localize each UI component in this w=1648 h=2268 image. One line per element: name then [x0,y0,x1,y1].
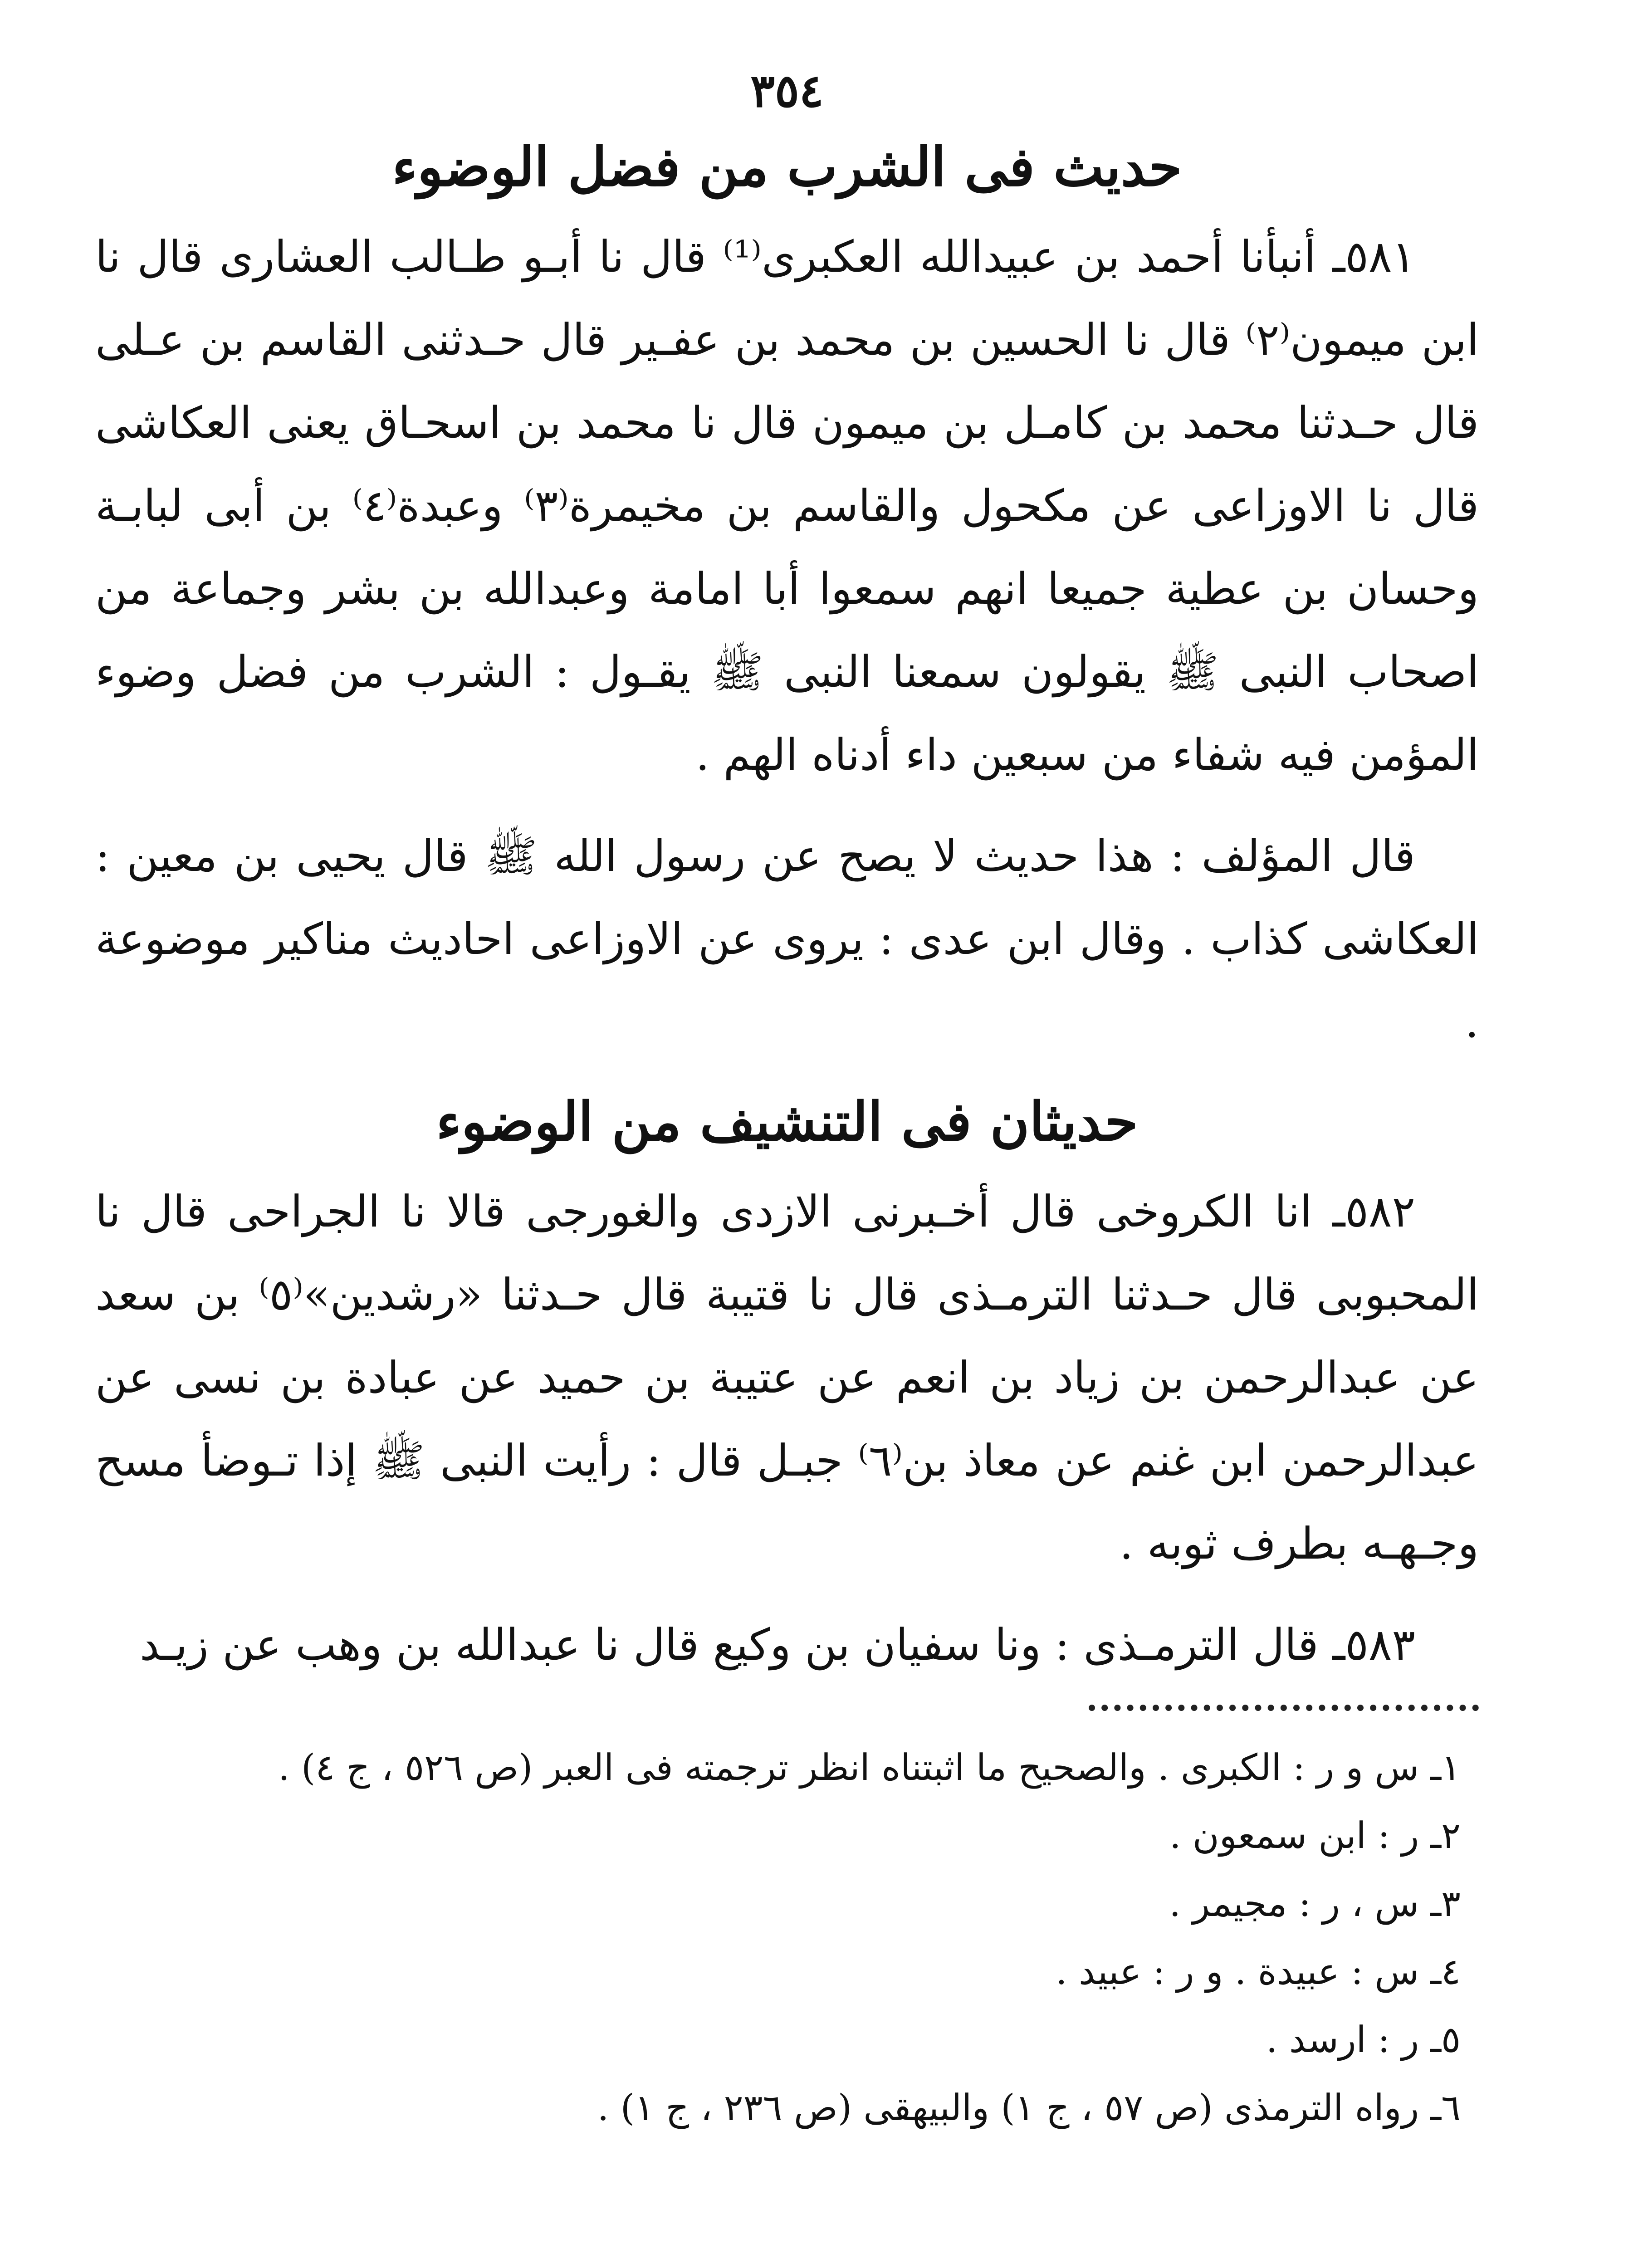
footnote-3: ٣ـ س ، ر : مجيمر . [1169,1882,1461,1925]
section-heading-1: حديث فى الشرب من فضل الوضوء [392,135,1182,198]
footnote-4: ٤ـ س : عبيدة . و ر : عبيد . [1056,1950,1461,1993]
hadith-583-paragraph: ٥٨٣ـ قال الترمـذى : ونا سفيان بن وكيع قال نا عبدالله بن وهب عن زيـد [140,1619,1415,1670]
hadith-582-paragraph: ٥٨٢ـ انا الكروخى قال أخـبرنى الازدى والغورجى قالا نا الجراحى قال نا المحبوبى قال حـدثنا الترمـذى قال نا قتيبة قال حـدثنا «رشدين»⁽٥⁾ بن سعد عن عبدالرحمن بن زياد بن انعم عن عتيبة بن حميد عن عبادة بن نسى عن عبدالرحمن ابن غنم عن معاذ بن⁽٦⁾ جبـل قال : رأيت النبى ﷺ إذا تـوضأ مسح وجـهـه بطرف ثوبه . [95,1186,1479,1569]
footnote-5: ٥ـ ر : ارسد . [1266,2019,1461,2061]
footnote-6: ٦ـ رواه الترمذى (ص ٥٧ ، ج ١) والبيهقى (ص ٢٣٦ ، ج ١) . [597,2087,1461,2129]
page-number: ٣٥٤ [750,64,824,117]
footnote-2: ٢ـ ر : ابن سمعون . [1169,1814,1461,1857]
author-comment-paragraph: قال المؤلف : هذا حديث لا يصح عن رسول الله ﷺ قال يحيى بن معين : العكاشى كذاب . وقال ابن عدى : يروى عن الاوزاعى احاديث مناكير موضوعة . [95,831,1479,1047]
footnote-1: ١ـ س و ر : الكبرى . والصحيح ما اثبتناه انظر ترجمته فى العبر (ص ٥٢٦ ، ج ٤) . [278,1746,1461,1789]
footnote-separator [1089,1705,1479,1711]
book-page [95,59,1479,2268]
hadith-581-paragraph: ٥٨١ـ أنبأنا أحمد بن عبيدالله العكبرى⁽¹⁾ قال نا أبـو طـالب العشارى قال نا ابن ميمون⁽٢⁾ قال نا الحسين بن محمد بن عفـير قال حـدثنى القاسم بن عـلى قال حـدثنا محمد بن كامـل بن ميمون قال نا محمد بن اسحـاق يعنى العكاشى قال نا الاوزاعى عن مكحول والقاسم بن مخيمرة⁽٣⁾ وعبدة⁽٤⁾ بن أبى لبابـة وحسان بن عطية جميعا انهم سمعوا أبا امامة وعبدالله بن بشر وجماعة من اصحاب النبى ﷺ يقولون سمعنا النبى ﷺ يقـول : الشرب من فضل وضوء المؤمن فيه شفاء من سبعين داء أدناه الهم . [95,231,1479,780]
footnotes [95,1734,1479,2142]
section-heading-2: حديثان فى التنشيف من الوضوء [436,1090,1138,1153]
